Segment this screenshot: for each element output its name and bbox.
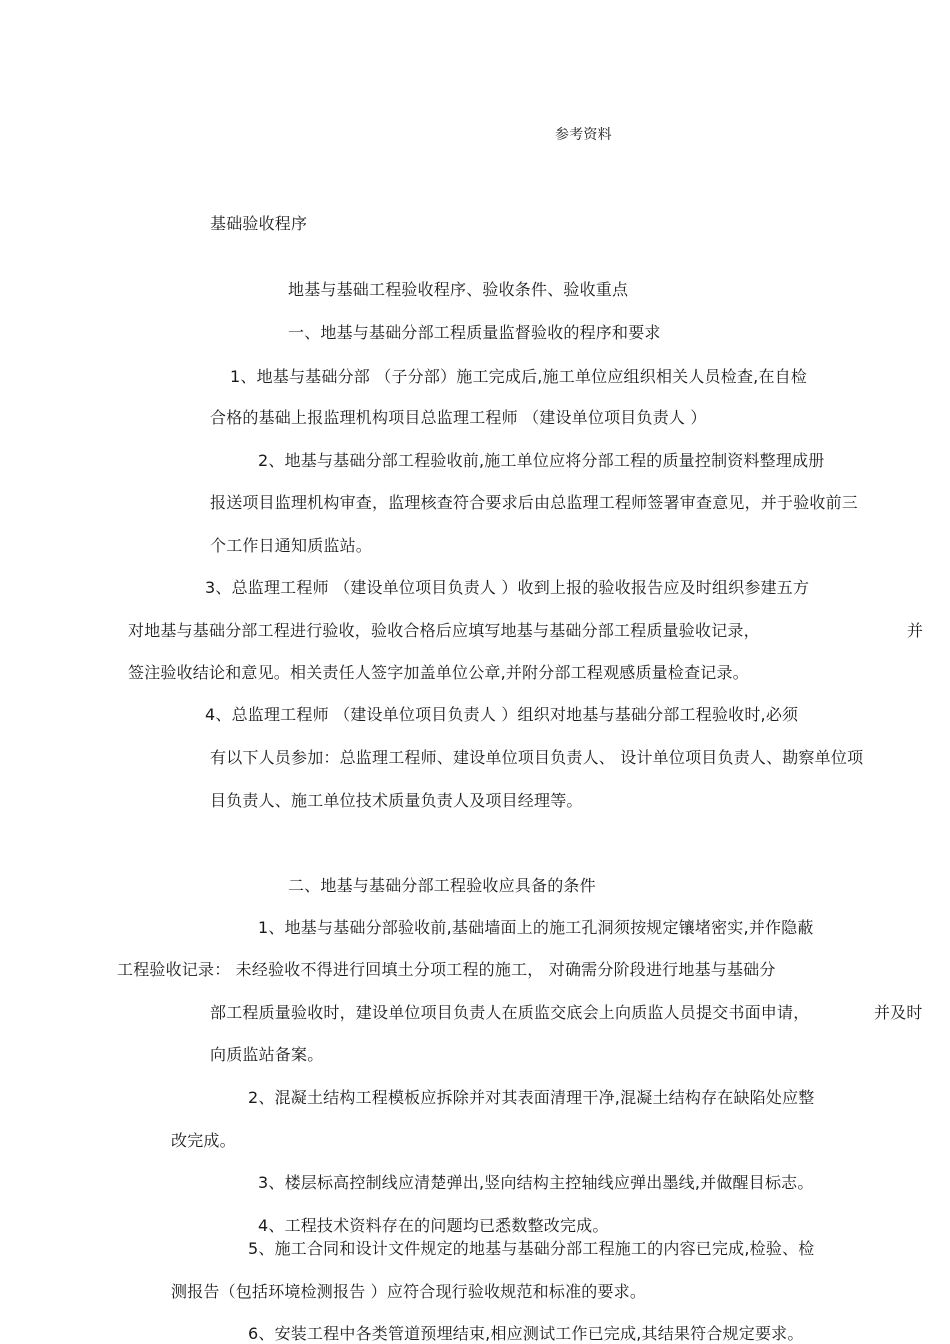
- paragraph-line: 个工作日通知质监站。: [210, 536, 373, 555]
- paragraph-line: 合格的基础上报监理机构项目总监理工程师 （建设单位项目负责人 ）: [210, 408, 707, 427]
- paragraph-line: 改完成。: [171, 1131, 236, 1150]
- paragraph-line: 目负责人、施工单位技术质量负责人及项目经理等。: [210, 791, 583, 810]
- paragraph-line: 1、地基与基础分部验收前,基础墙面上的施工孔洞须按规定镶堵密实,并作隐蔽: [258, 918, 814, 937]
- paragraph-line: 3、楼层标高控制线应清楚弹出,竖向结构主控轴线应弹出墨线,并做醒目标志。: [258, 1173, 814, 1192]
- paragraph-line: 工程验收记录： 未经验收不得进行回填土分项工程的施工， 对确需分阶段进行地基与基础分: [117, 960, 776, 979]
- paragraph-line: 部工程质量验收时，建设单位项目负责人在质监交底会上向质监人员提交书面申请，: [210, 1003, 810, 1022]
- paragraph-line: 签注验收结论和意见。相关责任人签字加盖单位公章,并附分部工程观感质量检查记录。: [128, 663, 749, 682]
- paragraph-line: 4、工程技术资料存在的问题均已悉数整改完成。: [258, 1216, 609, 1235]
- paragraph-line: 1、地基与基础分部 （子分部）施工完成后,施工单位应组织相关人员检查,在自检: [230, 367, 808, 386]
- document-title: 基础验收程序: [210, 214, 308, 233]
- paragraph-line: 对地基与基础分部工程进行验收，验收合格后应填写地基与基础分部工程质量验收记录，: [128, 621, 760, 640]
- paragraph-line: 4、总监理工程师 （建设单位项目负责人 ）组织对地基与基础分部工程验收时,必须: [205, 705, 799, 724]
- paragraph-line: 2、混凝土结构工程模板应拆除并对其表面清理干净,混凝土结构存在缺陷处应整: [248, 1088, 815, 1107]
- paragraph-line: 3、总监理工程师 （建设单位项目负责人 ）收到上报的验收报告应及时组织参建五方: [205, 578, 810, 597]
- paragraph-line: 向质监站备案。: [210, 1045, 324, 1064]
- paragraph-line: 5、施工合同和设计文件规定的地基与基础分部工程施工的内容已完成,检验、检: [248, 1239, 815, 1258]
- part2-heading: 二、地基与基础分部工程验收应具备的条件: [288, 876, 596, 895]
- paragraph-line: 有以下人员参加：总监理工程师、建设单位项目负责人、 设计单位项目负责人、勘察单位项: [210, 748, 864, 767]
- section-title: 地基与基础工程验收程序、验收条件、验收重点: [288, 280, 629, 299]
- paragraph-line: 2、地基与基础分部工程验收前,施工单位应将分部工程的质量控制资料整理成册: [258, 451, 825, 470]
- paragraph-line-tail: 并及时: [874, 1003, 923, 1022]
- paragraph-line: 6、安装工程中各类管道预埋结束,相应测试工作已完成,其结果符合规定要求。: [248, 1324, 804, 1343]
- paragraph-line: 测报告（包括环境检测报告 ）应符合现行验收规范和标准的要求。: [171, 1282, 647, 1301]
- paragraph-line-tail: 并: [907, 621, 924, 640]
- paragraph-line: 报送项目监理机构审查，监理核查符合要求后由总监理工程师签署审查意见，并于验收前三: [210, 493, 859, 512]
- part1-heading: 一、地基与基础分部工程质量监督验收的程序和要求: [288, 323, 661, 342]
- page-header: 参考资料: [555, 127, 612, 143]
